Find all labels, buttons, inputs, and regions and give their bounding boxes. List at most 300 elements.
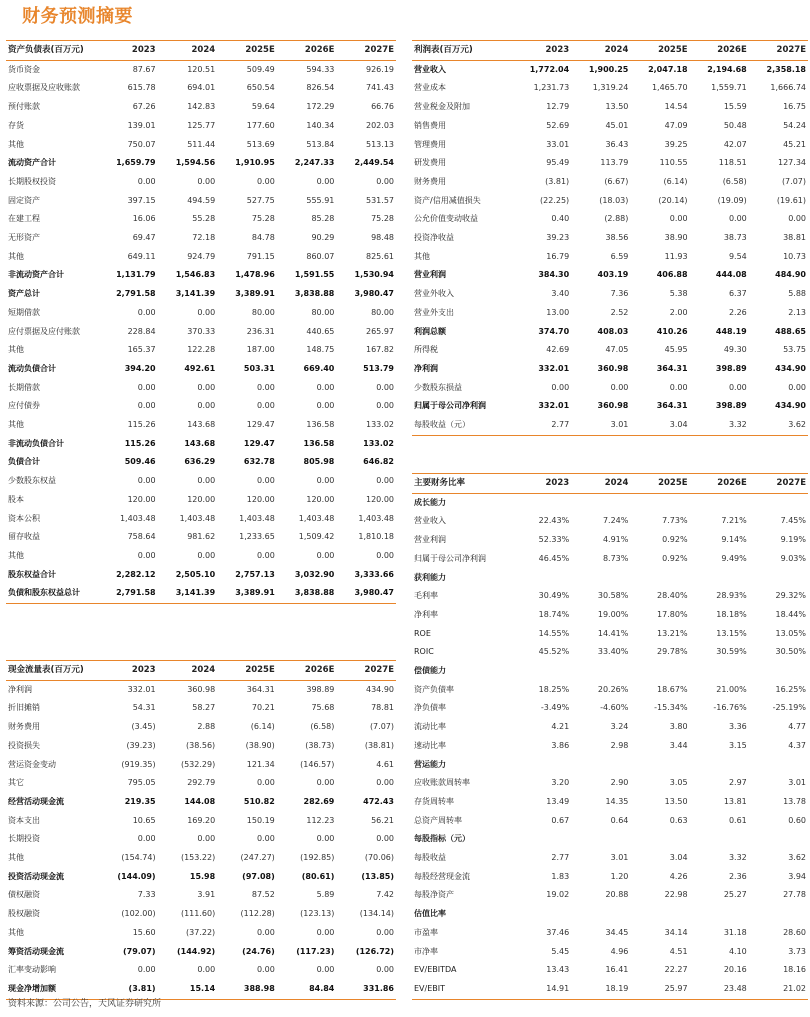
value-cell: 694.01 [187, 83, 216, 93]
value-cell [690, 662, 749, 681]
value-cell: 7.73% [662, 516, 688, 526]
value-cell: 434.90 [366, 684, 394, 694]
table-row [6, 229, 396, 248]
value-cell: 0.00 [256, 176, 275, 186]
value-cell: 374.70 [538, 326, 570, 336]
value-cell: 1.83 [551, 871, 570, 881]
value-cell: 0.00 [197, 550, 216, 560]
value-cell: 331.86 [336, 980, 396, 999]
table-row [6, 547, 396, 566]
value-cell: 14.35 [605, 796, 629, 806]
row-label: 其他 [8, 420, 24, 430]
value-cell: 472.43 [363, 796, 394, 806]
row-label: 管理费用 [414, 139, 446, 149]
value-cell: (19.09) [717, 195, 747, 205]
value-cell: 8.73% [602, 553, 629, 563]
value-cell: 0.00 [376, 965, 394, 975]
value-cell: 29.78% [657, 647, 688, 657]
row-label: 市盈率 [414, 927, 438, 937]
value-cell: (919.35) [121, 759, 156, 769]
value-cell: 22.43% [538, 516, 570, 526]
value-cell: 2,194.68 [707, 64, 747, 74]
value-cell: 2,247.33 [294, 158, 335, 168]
table-row [6, 79, 396, 98]
table-row [412, 699, 808, 718]
value-cell [512, 905, 571, 924]
value-cell: 860.07 [306, 251, 335, 261]
value-cell: (18.03) [599, 195, 629, 205]
value-cell: 7.21% [721, 516, 747, 526]
row-label: 其他 [8, 550, 24, 560]
column-header: 2027E [336, 661, 396, 681]
ratios-grid [412, 473, 808, 1000]
value-cell: 54.24 [783, 120, 806, 130]
table-row [6, 341, 396, 360]
value-cell: 4.10 [728, 946, 747, 956]
value-cell: 408.03 [597, 326, 629, 336]
value-cell: 0.00 [316, 476, 335, 486]
value-cell: 1,594.56 [175, 158, 216, 168]
value-cell: 9.03% [780, 553, 806, 563]
value-cell: 594.33 [306, 64, 335, 74]
table-row [6, 943, 396, 962]
row-label: 每股指标（元） [414, 834, 470, 844]
value-cell: 120.00 [366, 494, 394, 504]
value-cell: (3.45) [131, 722, 156, 732]
value-cell: 14.54 [664, 102, 688, 112]
table-row [6, 774, 396, 793]
row-label: 每股收益（元） [412, 416, 512, 435]
value-cell: 56.21 [371, 815, 394, 825]
value-cell: 1,900.25 [588, 64, 629, 74]
row-label: 资产负债率 [414, 684, 454, 694]
value-cell: 120.00 [187, 494, 216, 504]
value-cell: (20.14) [658, 195, 688, 205]
value-cell: 17.80% [657, 609, 688, 619]
value-cell [690, 830, 749, 849]
value-cell: 825.61 [366, 251, 394, 261]
value-cell: 95.49 [546, 158, 570, 168]
value-cell: 0.00 [376, 476, 394, 486]
value-cell: 2,047.18 [648, 64, 688, 74]
value-cell: 1,810.18 [358, 532, 394, 542]
value-cell: 0.00 [197, 401, 216, 411]
value-cell: 388.98 [217, 980, 277, 999]
value-cell: 15.14 [158, 980, 218, 999]
value-cell: (532.29) [180, 759, 216, 769]
value-cell: (38.56) [186, 740, 216, 750]
row-label: 净利润 [414, 363, 438, 373]
table-row [412, 512, 808, 531]
value-cell: 4.77 [788, 722, 806, 732]
value-cell: (7.07) [369, 722, 394, 732]
value-cell: 1,509.42 [298, 532, 335, 542]
row-label: 长期借款 [8, 382, 40, 392]
value-cell: 13.49 [546, 796, 570, 806]
value-cell: 410.26 [656, 326, 688, 336]
value-cell: -3.49% [540, 703, 570, 713]
value-cell: 2.36 [728, 871, 747, 881]
cash-flow-table [6, 660, 396, 1000]
value-cell: 0.00 [376, 778, 394, 788]
value-cell: (37.22) [186, 927, 216, 937]
table-row [6, 210, 396, 229]
value-cell: 0.00 [137, 550, 156, 560]
value-cell: 58.27 [192, 703, 216, 713]
value-cell: 0.92% [662, 553, 688, 563]
value-cell: (97.08) [242, 871, 275, 881]
table-row [412, 756, 808, 775]
row-label: ROE [414, 628, 431, 638]
value-cell: 403.19 [597, 270, 629, 280]
value-cell: 3,141.39 [158, 584, 218, 603]
value-cell: 49.30 [723, 345, 747, 355]
row-label: 存货周转率 [414, 796, 454, 806]
row-label: 销售费用 [414, 120, 446, 130]
value-cell [571, 493, 630, 512]
value-cell: 39.23 [546, 233, 570, 243]
value-cell: 2,791.58 [98, 584, 158, 603]
value-cell: 3.01 [788, 778, 806, 788]
value-cell: 434.90 [775, 401, 806, 411]
value-cell: 169.20 [187, 815, 216, 825]
value-cell: (6.58) [722, 176, 747, 186]
value-cell: 20.26% [597, 684, 629, 694]
value-cell: 0.92% [662, 535, 688, 545]
value-cell: 649.11 [127, 251, 156, 261]
table-row [412, 248, 808, 267]
row-label: 现金净增加额 [6, 980, 98, 999]
row-label: 股东权益合计 [8, 569, 56, 579]
row-label: 每股经营现金流 [414, 871, 470, 881]
value-cell: 144.08 [184, 796, 216, 806]
value-cell: 398.89 [715, 401, 747, 411]
value-cell: (79.07) [122, 946, 156, 956]
table-row [6, 961, 396, 980]
value-cell: 25.97 [630, 980, 689, 999]
value-cell [512, 830, 571, 849]
value-cell: 27.78 [783, 890, 806, 900]
value-cell: 23.48 [690, 980, 749, 999]
value-cell: 0.00 [197, 834, 216, 844]
table-row [412, 830, 808, 849]
row-label: 营业税金及附加 [414, 102, 470, 112]
value-cell: 0.00 [137, 176, 156, 186]
value-cell [571, 756, 630, 775]
row-label: 营业利润 [414, 270, 446, 280]
value-cell: 80.00 [311, 307, 335, 317]
value-cell: (134.14) [359, 909, 394, 919]
value-cell: 167.82 [366, 345, 394, 355]
value-cell: 3.91 [197, 890, 216, 900]
table-title: 资产负债表(百万元) [6, 41, 98, 61]
row-label: 资本支出 [8, 815, 40, 825]
row-label: 应收账款周转率 [414, 778, 470, 788]
column-header: 2026E [690, 474, 749, 494]
value-cell: 2,358.18 [766, 64, 806, 74]
value-cell: 13.50 [664, 796, 688, 806]
table-row [412, 379, 808, 398]
value-cell: 926.19 [366, 64, 394, 74]
value-cell: 0.00 [256, 476, 275, 486]
value-cell: 18.18% [716, 609, 747, 619]
column-header: 2025E [630, 41, 689, 61]
value-cell: 0.00 [137, 476, 156, 486]
row-label: 成长能力 [414, 497, 446, 507]
value-cell: 646.82 [363, 457, 394, 467]
row-label: 股权融资 [8, 909, 40, 919]
value-cell: 332.01 [538, 401, 570, 411]
table-row [412, 924, 808, 943]
value-cell [512, 662, 571, 681]
row-label: 获利能力 [414, 572, 446, 582]
table-row [412, 961, 808, 980]
value-cell: 87.52 [251, 890, 275, 900]
balance-grid [6, 40, 396, 604]
value-cell: 3.01 [610, 853, 629, 863]
value-cell: 0.00 [316, 176, 335, 186]
value-cell: 31.18 [723, 927, 747, 937]
source-footnote: 资料来源：公司公告，天风证券研究所 [8, 999, 162, 1009]
value-cell: 1,772.04 [529, 64, 570, 74]
value-cell: 16.79 [546, 251, 570, 261]
value-cell: (7.07) [781, 176, 806, 186]
value-cell: 0.00 [256, 927, 275, 937]
column-header: 2025E [630, 474, 689, 494]
value-cell: 2,505.10 [175, 569, 216, 579]
value-cell: 1,591.55 [294, 270, 335, 280]
value-cell: 3,032.90 [294, 569, 335, 579]
value-cell: 29.32% [775, 591, 806, 601]
value-cell: 0.00 [551, 382, 570, 392]
value-cell: 9.49% [721, 553, 747, 563]
row-label: 其他 [8, 251, 24, 261]
value-cell: 2.77 [512, 416, 571, 435]
value-cell [630, 756, 689, 775]
table-row [6, 173, 396, 192]
value-cell: 236.31 [246, 326, 275, 336]
value-cell: 150.19 [246, 815, 275, 825]
value-cell [571, 569, 630, 588]
value-cell: 360.98 [597, 363, 629, 373]
value-cell: 38.73 [723, 233, 747, 243]
value-cell: (3.81) [98, 980, 158, 999]
value-cell: 10.73 [783, 251, 806, 261]
value-cell: 165.37 [127, 345, 156, 355]
table-row [412, 531, 808, 550]
table-row [412, 210, 808, 229]
row-label: 财务费用 [414, 176, 446, 186]
value-cell: 3.32 [728, 853, 747, 863]
value-cell: 18.19 [571, 980, 630, 999]
value-cell: 4.51 [669, 946, 688, 956]
value-cell: 22.27 [664, 965, 688, 975]
value-cell [690, 756, 749, 775]
value-cell: 90.29 [311, 233, 335, 243]
value-cell: 0.00 [137, 401, 156, 411]
value-cell: 1,131.79 [116, 270, 156, 280]
value-cell: 4.61 [376, 759, 394, 769]
table-row [6, 136, 396, 155]
value-cell: 2.90 [610, 778, 629, 788]
value-cell: 219.35 [124, 796, 156, 806]
value-cell: 826.54 [306, 83, 335, 93]
value-cell: 669.40 [303, 363, 335, 373]
value-cell: 67.26 [132, 102, 156, 112]
value-cell: 0.60 [788, 815, 806, 825]
value-cell: 136.58 [303, 438, 335, 448]
value-cell: 0.00 [376, 176, 394, 186]
value-cell: 228.84 [127, 326, 156, 336]
value-cell: 791.15 [246, 251, 275, 261]
value-cell: 10.65 [132, 815, 156, 825]
row-label: 其他 [8, 139, 24, 149]
value-cell [630, 905, 689, 924]
column-header: 2023 [98, 41, 158, 61]
value-cell [749, 905, 808, 924]
value-cell: 13.81 [723, 796, 747, 806]
value-cell: 2.13 [788, 307, 806, 317]
row-label: 偿债能力 [414, 666, 446, 676]
table-row [412, 812, 808, 831]
value-cell: 9.54 [728, 251, 747, 261]
table-row [412, 341, 808, 360]
value-cell: 282.69 [303, 796, 335, 806]
value-cell: 47.09 [664, 120, 688, 130]
table-row [412, 229, 808, 248]
value-cell: 0.00 [316, 834, 335, 844]
table-row [6, 60, 396, 79]
table-row [412, 793, 808, 812]
table-row [6, 830, 396, 849]
value-cell: 15.59 [723, 102, 747, 112]
value-cell: 69.47 [132, 233, 156, 243]
value-cell [749, 662, 808, 681]
table-row [6, 323, 396, 342]
value-cell: 54.31 [132, 703, 156, 713]
row-label: 研发费用 [414, 158, 446, 168]
value-cell: 0.00 [376, 927, 394, 937]
row-label: 资本公积 [8, 513, 40, 523]
row-label: EV/EBIT [412, 980, 512, 999]
row-label: 市净率 [414, 946, 438, 956]
table-row [6, 584, 396, 603]
value-cell: 370.33 [187, 326, 216, 336]
table-row [412, 718, 808, 737]
value-cell: 0.00 [197, 176, 216, 186]
table-row [412, 304, 808, 323]
value-cell: 133.02 [363, 438, 394, 448]
value-cell [630, 662, 689, 681]
row-label: 营业外收入 [414, 289, 454, 299]
value-cell: 750.07 [127, 139, 156, 149]
value-cell: 11.93 [664, 251, 688, 261]
value-cell: 1,403.48 [179, 513, 216, 523]
value-cell: 13.05% [775, 628, 806, 638]
value-cell: 0.64 [610, 815, 629, 825]
value-cell: (38.81) [364, 740, 394, 750]
value-cell: 1,478.96 [235, 270, 275, 280]
row-label: 经营活动现金流 [8, 796, 64, 806]
row-label: 应付债券 [8, 401, 40, 411]
row-label: 资产/信用减值损失 [414, 195, 481, 205]
table-row [6, 379, 396, 398]
value-cell: 3.73 [788, 946, 806, 956]
value-cell: 45.52% [538, 647, 570, 657]
row-label: 归属于母公司净利润 [414, 553, 486, 563]
value-cell: 924.79 [187, 251, 216, 261]
value-cell: 1,319.24 [592, 83, 629, 93]
table-row [6, 192, 396, 211]
income-statement-table [412, 40, 808, 436]
row-label: 负债合计 [8, 457, 40, 467]
table-row [6, 718, 396, 737]
value-cell: 0.00 [316, 401, 335, 411]
value-cell: 0.00 [788, 214, 806, 224]
row-label: 营业收入 [414, 516, 446, 526]
value-cell: 34.45 [605, 927, 629, 937]
value-cell: 0.00 [669, 214, 688, 224]
row-label: 其他 [8, 345, 24, 355]
column-header: 2026E [277, 661, 337, 681]
value-cell: 3,980.47 [336, 584, 396, 603]
value-cell: 75.28 [251, 214, 275, 224]
value-cell: 494.59 [187, 195, 216, 205]
table-row [412, 285, 808, 304]
row-label: 其他 [8, 853, 24, 863]
table-row [412, 849, 808, 868]
value-cell: 741.43 [366, 83, 394, 93]
value-cell: 7.45% [780, 516, 806, 526]
value-cell: 28.93% [716, 591, 747, 601]
value-cell: 19.02 [546, 890, 570, 900]
value-cell: 19.00% [597, 609, 629, 619]
value-cell: 650.54 [246, 83, 275, 93]
value-cell: 120.00 [306, 494, 335, 504]
value-cell: 84.84 [277, 980, 337, 999]
row-label: 财务费用 [8, 722, 40, 732]
table-row [412, 117, 808, 136]
row-label: ROIC [414, 647, 434, 657]
table-row [412, 868, 808, 887]
row-label: 净利率 [414, 609, 438, 619]
value-cell: 52.33% [538, 535, 570, 545]
value-cell: 795.05 [127, 778, 156, 788]
value-cell: 98.48 [371, 233, 394, 243]
value-cell: 3,389.91 [235, 289, 275, 299]
row-label: 应付票据及应付账款 [8, 326, 80, 336]
row-label: 其他 [8, 927, 24, 937]
value-cell: 0.00 [316, 778, 335, 788]
value-cell: (38.90) [245, 740, 275, 750]
value-cell: 5.88 [788, 289, 806, 299]
value-cell: 2,282.12 [116, 569, 156, 579]
value-cell: 30.58% [597, 591, 629, 601]
value-cell: 72.18 [192, 233, 216, 243]
column-header: 2024 [571, 41, 630, 61]
value-cell: 0.63 [669, 815, 688, 825]
value-cell: 7.36 [610, 289, 629, 299]
value-cell: 332.01 [127, 684, 156, 694]
row-label: 流动负债合计 [8, 363, 56, 373]
value-cell: 0.00 [137, 382, 156, 392]
row-label: 折旧摊销 [8, 703, 40, 713]
value-cell: 1,559.71 [711, 83, 747, 93]
value-cell: 527.75 [246, 195, 275, 205]
table-row [412, 416, 808, 435]
value-cell: 265.97 [366, 326, 394, 336]
value-cell: (123.13) [300, 909, 335, 919]
